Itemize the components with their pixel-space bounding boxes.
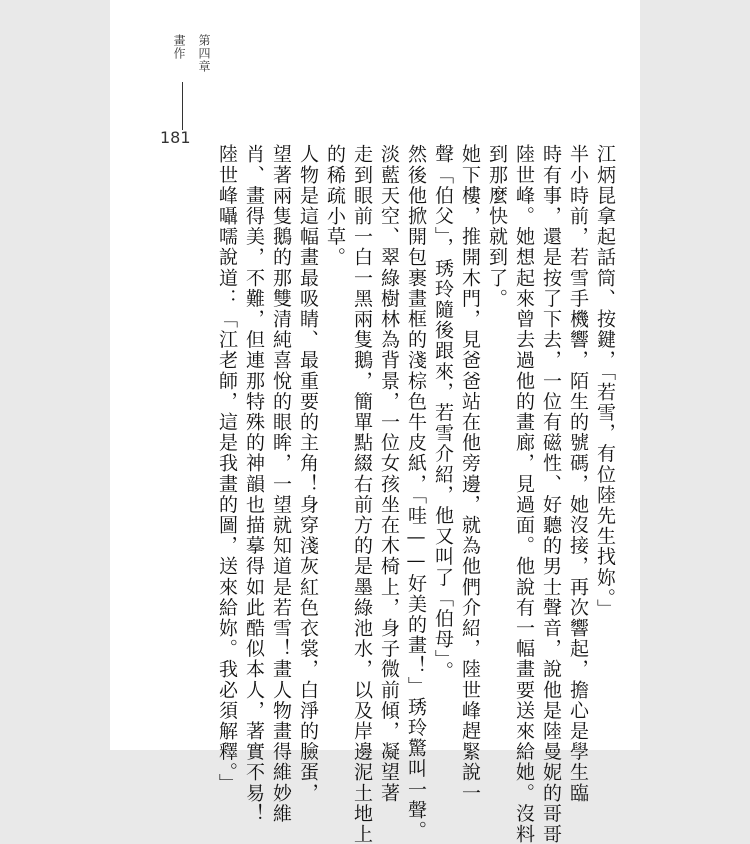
body-text bbox=[212, 144, 620, 844]
text-column-10: 走到眼前一白一黑兩隻鵝，簡單點綴右前方的是墨綠池水，以及岸邊泥土地上 bbox=[351, 144, 373, 844]
header-rule bbox=[182, 82, 183, 130]
chapter-label: 第四章 bbox=[197, 34, 211, 73]
chapter-title: 畫作 bbox=[172, 34, 186, 60]
text-column-14: 肖、畫得美，不難，但連那特殊的神韻也描摹得如此酷似本人，著實不易！ bbox=[243, 144, 265, 824]
text-column-3: 時有事，還是按了下去，一位有磁性、好聽的男士聲音，說他是陸曼妮的哥哥 bbox=[540, 144, 562, 844]
page-number: 181 bbox=[160, 128, 191, 147]
text-column-12: 人物是這幅畫最吸睛、最重要的主角！身穿淺灰紅色衣裳，白淨的臉蛋， bbox=[297, 144, 319, 804]
text-column-11: 的稀疏小草。 bbox=[324, 144, 346, 268]
text-column-7: 聲「伯父」，琇玲隨後跟來，若雪介紹，他又叫了「伯母」。 bbox=[432, 144, 454, 682]
text-column-1: 江炳昆拿起話筒、按鍵，「若雪，有位陸先生找妳。」 bbox=[594, 144, 616, 620]
text-column-9: 淡藍天空、翠綠樹林為背景，一位女孩坐在木椅上，身子微前傾，凝望著 bbox=[378, 144, 400, 804]
text-column-8: 然後他掀開包裹畫框的淺棕色牛皮紙，「哇——好美的畫！」琇玲驚叫一聲。 bbox=[405, 144, 427, 841]
text-column-13: 望著兩隻鵝的那雙清純喜悅的眼眸，一望就知道是若雪！畫人物畫得維妙維 bbox=[270, 144, 292, 824]
text-column-2: 半小時前，若雪手機響，陌生的號碼，她沒接，再次響起，擔心是學生臨 bbox=[567, 144, 589, 804]
text-column-4: 陸世峰。她想起來曾去過他的畫廊，見過面。他說有一幅畫要送來給她。沒料 bbox=[513, 144, 535, 844]
text-column-5: 到那麼快就到了。 bbox=[486, 144, 508, 309]
text-column-15: 陸世峰囁嚅說道：「江老師，這是我畫的圖，送來給妳。我必須解釋。」 bbox=[216, 144, 238, 794]
text-column-6: 她下樓，推開木門，見爸爸站在他旁邊，就為他們介紹，陸世峰趕緊說一 bbox=[459, 144, 481, 804]
